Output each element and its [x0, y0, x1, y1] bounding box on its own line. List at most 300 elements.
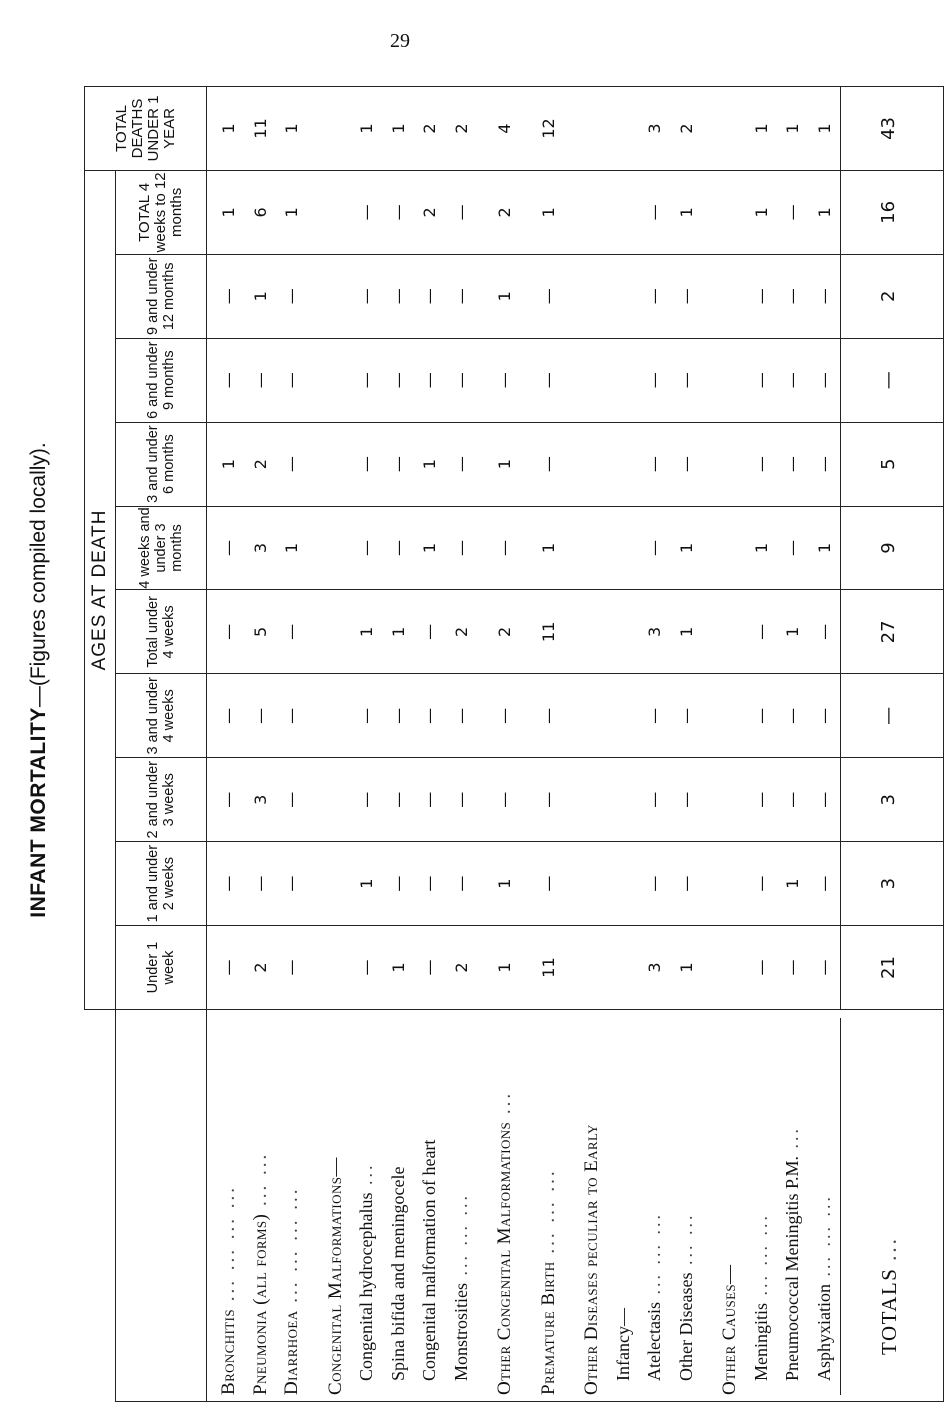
cause-name: Pneumonia (all forms): [249, 1213, 271, 1395]
table-cell: [320, 339, 352, 422]
table-cell: —: [538, 372, 558, 389]
title-main: INFANT MORTALITY: [27, 707, 50, 918]
data-column: [207, 590, 944, 674]
cause-label: [276, 1018, 308, 1395]
table-cell: [608, 674, 640, 757]
table-cell: —: [645, 372, 664, 389]
table-cell: 1: [751, 123, 771, 134]
table-cell: —: [751, 791, 771, 808]
table-cell: —: [357, 204, 376, 221]
table-cell: 1: [676, 626, 696, 638]
table-cell: 11: [538, 621, 558, 643]
row-spacer: [308, 339, 320, 422]
table-cell: —: [676, 456, 696, 473]
table-cell: 6: [250, 207, 270, 218]
table-cell: —: [219, 875, 238, 892]
totals-name: TOTALS: [877, 1267, 901, 1355]
table-cell: 1: [357, 878, 376, 889]
table-cell: —: [282, 456, 301, 473]
cause-name: Monstrosities: [450, 1282, 471, 1381]
row-spacer: [521, 758, 533, 841]
row-spacer: [521, 255, 533, 338]
table-cell: 2: [451, 626, 471, 638]
row-spacer: [521, 926, 533, 1009]
cause-name: Other Congenital Malformations: [494, 1121, 515, 1395]
table-cell: 2: [250, 459, 270, 470]
table-cell: 1: [282, 123, 301, 134]
table-cell: [576, 758, 608, 841]
table-cell: —: [388, 707, 408, 724]
table-cell: —: [751, 623, 771, 640]
table-cell: 1: [814, 207, 834, 218]
column-header: 1 and under 2 weeks: [116, 842, 207, 926]
table-cell: 1: [538, 542, 558, 554]
column-header: Under 1 week: [116, 926, 207, 1010]
row-spacer: [702, 339, 714, 422]
table-cell: 1: [282, 542, 301, 554]
table-cell: —: [814, 288, 834, 305]
cause-label: [414, 1018, 446, 1395]
row-spacer: [477, 674, 489, 757]
table-cell: —: [219, 372, 238, 389]
table-cell: —: [814, 875, 834, 892]
table-cell: [320, 255, 352, 338]
row-spacer: [477, 842, 489, 925]
table-cell: —: [814, 456, 834, 473]
table-cell: [608, 87, 640, 170]
table-cell: —: [219, 707, 238, 724]
total-cell: —: [840, 674, 937, 757]
leader-dots: ... ... ...: [750, 1212, 771, 1303]
table-cell: [714, 87, 746, 170]
row-spacer: [521, 423, 533, 506]
table-cell: 12: [538, 118, 558, 139]
table-cell: —: [282, 372, 301, 389]
table-cell: —: [751, 456, 771, 473]
total-cell: 2: [840, 255, 937, 338]
table-cell: —: [645, 288, 664, 305]
table-cell: —: [495, 707, 514, 724]
table-cell: —: [645, 791, 664, 808]
table-cell: [608, 842, 640, 925]
table-cell: [714, 423, 746, 506]
table-cell: —: [814, 791, 834, 808]
row-spacer: [308, 87, 320, 170]
row-spacer: [564, 842, 576, 925]
table-cell: 1: [357, 123, 376, 134]
row-spacer: [308, 1018, 320, 1395]
table-cell: —: [538, 456, 558, 473]
cause-label: [533, 1018, 565, 1395]
table-cell: —: [282, 623, 301, 640]
row-spacer: [564, 758, 576, 841]
leader-dots: ... ... ...: [644, 1212, 664, 1303]
table-cell: 2: [451, 123, 471, 134]
cause-name: Atelectasis: [644, 1302, 664, 1381]
leader-dots: ... ...: [675, 1212, 696, 1273]
leader-dots: ... ... ...: [537, 1168, 559, 1262]
table-cell: [714, 674, 746, 757]
table-cell: [320, 842, 352, 925]
table-cell: 3: [250, 542, 270, 554]
table-cell: 1: [282, 207, 301, 218]
table-cell: [714, 255, 746, 338]
table-cell: 1: [495, 291, 514, 302]
total-cell: 27: [840, 590, 937, 673]
page-number: 29: [390, 30, 410, 52]
table-cell: —: [219, 623, 238, 640]
table-cell: 5: [250, 626, 270, 638]
table-cell: —: [451, 875, 471, 892]
table-cell: [714, 842, 746, 925]
table-cell: [320, 674, 352, 757]
table-cell: [320, 590, 352, 673]
table-cell: [320, 171, 352, 254]
table-cell: 1: [751, 542, 771, 554]
row-spacer: [702, 590, 714, 673]
row-spacer: [564, 674, 576, 757]
table-cell: —: [645, 875, 664, 892]
cause-label: [714, 1018, 746, 1395]
table-cell: 1: [420, 542, 439, 554]
table-cell: —: [357, 372, 376, 389]
row-spacer: [308, 255, 320, 338]
table-cell: 3: [645, 626, 664, 638]
cause-label: [746, 1018, 778, 1395]
row-spacer: [564, 171, 576, 254]
table-cell: —: [451, 456, 471, 473]
table-cell: —: [250, 372, 270, 389]
table-cell: —: [783, 372, 802, 389]
table-cell: [608, 423, 640, 506]
data-column: [207, 338, 944, 422]
table-cell: —: [282, 288, 301, 305]
total-cell: 3: [840, 758, 937, 841]
table-cell: —: [645, 456, 664, 473]
table-cell: —: [783, 791, 802, 808]
row-spacer: [477, 339, 489, 422]
table-cell: —: [250, 707, 270, 724]
table-cell: —: [676, 707, 696, 724]
cause-name: Congenital malformation of heart: [419, 1139, 439, 1381]
leader-dots: ...: [877, 1236, 901, 1261]
table-cell: —: [751, 707, 771, 724]
table-cell: 2: [495, 207, 514, 218]
cause-label: [383, 1018, 415, 1395]
total-cell: —: [840, 339, 937, 422]
table-cell: 2: [495, 626, 514, 638]
table-cell: —: [282, 791, 301, 808]
totals-label: [840, 1018, 937, 1395]
row-spacer: [308, 758, 320, 841]
table-cell: 1: [219, 459, 238, 470]
cause-label: [809, 1018, 841, 1395]
table-cell: —: [219, 540, 238, 557]
column-header: TOTAL DEATHS UNDER 1 YEAR: [85, 87, 207, 171]
cause-label: [608, 1018, 640, 1395]
cause-name: Congenital hydrocephalus: [356, 1192, 376, 1381]
row-spacer: [308, 926, 320, 1009]
total-cell: 16: [840, 171, 937, 254]
table-cell: 1: [250, 291, 270, 302]
row-spacer: [521, 507, 533, 590]
table-cell: —: [357, 456, 376, 473]
table-cell: —: [783, 288, 802, 305]
causes-header-blank: [116, 1010, 207, 1402]
table-cell: [608, 255, 640, 338]
table-cell: —: [451, 707, 471, 724]
table-cell: —: [783, 707, 802, 724]
cause-label: [576, 1018, 608, 1395]
leader-dots: ...: [494, 1090, 515, 1122]
row-spacer: [702, 842, 714, 925]
row-spacer: [702, 758, 714, 841]
row-spacer: [702, 171, 714, 254]
table-cell: 1: [388, 626, 408, 638]
table-cell: 2: [250, 962, 270, 973]
table-cell: 1: [676, 962, 696, 973]
table-cell: [714, 590, 746, 673]
row-spacer: [564, 423, 576, 506]
row-spacer: [477, 1018, 489, 1395]
leader-dots: ...: [356, 1162, 376, 1193]
table-cell: —: [357, 959, 376, 976]
table-cell: 1: [783, 626, 802, 638]
table-cell: 1: [388, 962, 408, 973]
table-cell: [576, 255, 608, 338]
table-cell: —: [420, 288, 439, 305]
table-cell: —: [420, 707, 439, 724]
column-header: 3 and under 6 months: [116, 422, 207, 506]
table-cell: 1: [814, 542, 834, 554]
table-cell: [320, 926, 352, 1009]
table-cell: [714, 339, 746, 422]
table-cell: [714, 171, 746, 254]
table-cell: —: [282, 707, 301, 724]
data-column: [207, 674, 944, 758]
cause-label: [446, 1018, 478, 1395]
table-cell: —: [420, 875, 439, 892]
row-spacer: [477, 87, 489, 170]
row-spacer: [308, 842, 320, 925]
table-cell: [608, 339, 640, 422]
table-cell: —: [495, 372, 514, 389]
table-cell: [576, 674, 608, 757]
table-cell: [714, 507, 746, 590]
row-spacer: [702, 423, 714, 506]
cause-name: Diarrhoea: [281, 1310, 302, 1395]
table-cell: 2: [676, 123, 696, 134]
table-cell: 2: [420, 207, 439, 218]
cause-name: Infancy—: [612, 1308, 633, 1381]
table-cell: —: [676, 288, 696, 305]
table-cell: —: [451, 288, 471, 305]
leader-dots: ... ... ...: [813, 1194, 834, 1284]
table-cell: —: [282, 875, 301, 892]
cause-label: [351, 1018, 383, 1395]
row-spacer: [308, 590, 320, 673]
row-spacer: [702, 87, 714, 170]
column-header: TOTAL 4 weeks to 12 months: [116, 170, 207, 254]
cause-label: [489, 1018, 521, 1395]
table-cell: 11: [538, 957, 558, 978]
table-cell: 1: [783, 878, 802, 889]
table-cell: —: [751, 875, 771, 892]
table-cell: 1: [357, 626, 376, 638]
row-spacer: [477, 758, 489, 841]
table-cell: 11: [250, 118, 270, 139]
leader-dots: ...: [782, 1126, 802, 1157]
row-spacer: [477, 423, 489, 506]
cause-name: Meningitis: [750, 1302, 771, 1381]
column-header: Total under 4 weeks: [116, 590, 207, 674]
cause-name: Other Causes—: [719, 1264, 740, 1395]
row-spacer: [521, 590, 533, 673]
table-cell: —: [451, 372, 471, 389]
table-cell: —: [219, 288, 238, 305]
table-cell: —: [538, 875, 558, 892]
table-cell: [608, 171, 640, 254]
group-header: AGES AT DEATH: [85, 170, 116, 1009]
table-cell: —: [388, 875, 408, 892]
data-column: [207, 758, 944, 842]
table-cell: [320, 87, 352, 170]
table-cell: —: [814, 707, 834, 724]
table-cell: —: [357, 288, 376, 305]
row-spacer: [521, 87, 533, 170]
row-spacer: [308, 674, 320, 757]
table-cell: [714, 926, 746, 1009]
table-cell: [576, 339, 608, 422]
row-spacer: [521, 1018, 533, 1395]
cause-name: Premature Birth: [537, 1261, 559, 1395]
row-spacer: [521, 842, 533, 925]
table-cell: [608, 507, 640, 590]
mortality-table: [84, 86, 944, 1402]
cause-label: [639, 1018, 671, 1395]
table-cell: —: [388, 791, 408, 808]
total-cell: 21: [840, 926, 937, 1009]
table-cell: 4: [495, 123, 514, 134]
row-spacer: [702, 255, 714, 338]
table-cell: —: [645, 540, 664, 557]
table-cell: 1: [495, 459, 514, 470]
table-cell: —: [451, 540, 471, 557]
cause-name: Spina bifida and meningocele: [387, 1166, 408, 1381]
data-column: [207, 170, 944, 254]
row-spacer: [702, 1018, 714, 1395]
leader-dots: ... ... ...: [450, 1192, 471, 1283]
data-column: [207, 254, 944, 338]
table-cell: —: [357, 707, 376, 724]
table-cell: —: [388, 456, 408, 473]
table-cell: —: [357, 540, 376, 557]
table-cell: —: [751, 959, 771, 976]
row-spacer: [564, 255, 576, 338]
cause-label: [777, 1018, 809, 1395]
leader-dots: ... ... ... ...: [218, 1184, 239, 1309]
row-spacer: [564, 590, 576, 673]
table-cell: —: [451, 204, 471, 221]
table-cell: —: [538, 707, 558, 724]
table-cell: 1: [676, 207, 696, 218]
table-cell: 1: [219, 123, 238, 134]
table-cell: —: [219, 959, 238, 976]
total-cell: 43: [840, 87, 937, 170]
table-title: [10, 20, 68, 1340]
row-spacer: [308, 507, 320, 590]
table-cell: 1: [388, 123, 408, 134]
data-column: [207, 506, 944, 590]
row-spacer: [564, 1018, 576, 1395]
row-spacer: [521, 674, 533, 757]
table-cell: [608, 590, 640, 673]
table-cell: 1: [783, 123, 802, 134]
table-cell: [608, 758, 640, 841]
table-cell: [576, 423, 608, 506]
table-cell: 1: [814, 123, 834, 134]
table-cell: —: [676, 875, 696, 892]
table-cell: —: [783, 456, 802, 473]
table-cell: —: [357, 791, 376, 808]
mortality-table-sheet: [84, 86, 901, 1402]
column-header: 2 and under 3 weeks: [116, 758, 207, 842]
leader-dots: ... ... ... ...: [281, 1186, 302, 1311]
data-column: [207, 87, 944, 171]
table-cell: [320, 507, 352, 590]
table-cell: —: [388, 204, 408, 221]
table-cell: —: [250, 875, 270, 892]
cause-name: Asphyxiation: [813, 1284, 834, 1381]
table-cell: 1: [219, 207, 238, 218]
table-cell: 1: [420, 459, 439, 470]
table-cell: 3: [250, 794, 270, 805]
table-cell: —: [538, 288, 558, 305]
table-cell: —: [751, 288, 771, 305]
cause-label: [213, 1018, 245, 1395]
table-cell: —: [420, 623, 439, 640]
table-cell: [320, 423, 352, 506]
causes-column: [207, 1010, 944, 1402]
data-column: [207, 926, 944, 1010]
cause-name: Congenital Malformations—: [324, 1157, 346, 1395]
corner-blank: [85, 1010, 116, 1402]
table-cell: —: [814, 623, 834, 640]
table-cell: —: [538, 791, 558, 808]
table-cell: 1: [495, 962, 514, 973]
table-cell: [576, 926, 608, 1009]
table-cell: —: [645, 204, 664, 221]
table-cell: —: [451, 791, 471, 808]
row-spacer: [702, 926, 714, 1009]
row-spacer: [477, 507, 489, 590]
table-cell: —: [420, 959, 439, 976]
table-cell: —: [495, 791, 514, 808]
row-spacer: [702, 674, 714, 757]
row-spacer: [477, 171, 489, 254]
table-cell: —: [814, 959, 834, 976]
row-spacer: [477, 926, 489, 1009]
row-spacer: [308, 171, 320, 254]
table-cell: 1: [676, 542, 696, 554]
table-cell: 1: [538, 207, 558, 218]
table-cell: [576, 507, 608, 590]
title-sub: —(Figures compiled locally).: [27, 442, 50, 708]
table-cell: 1: [495, 878, 514, 889]
table-cell: —: [388, 372, 408, 389]
row-spacer: [308, 423, 320, 506]
table-cell: —: [219, 791, 238, 808]
